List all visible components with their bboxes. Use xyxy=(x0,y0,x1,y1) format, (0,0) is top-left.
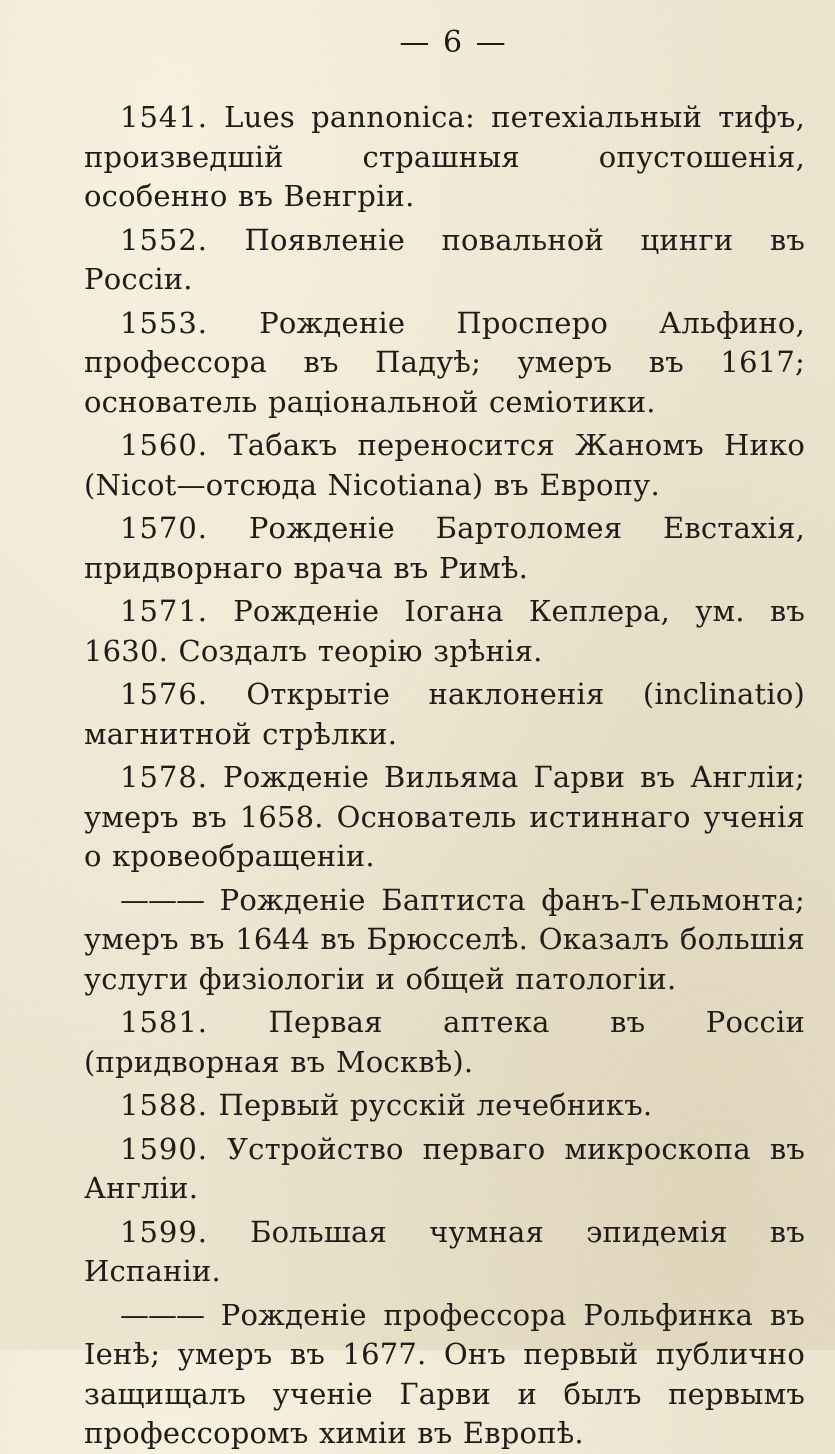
entry-year: 1553. xyxy=(120,305,209,340)
entry-text: Появленіе повальной цинги въ Россіи. xyxy=(84,222,805,296)
chronology-entry xyxy=(84,758,805,877)
entry-year: 1581. xyxy=(120,1005,209,1039)
entry-text: Устройство перваго микроскопа въ Англіи. xyxy=(84,1131,805,1205)
entry-text: Первая аптека въ Россіи (придворная въ Москвѣ). xyxy=(84,1005,805,1079)
entry-text: Рожденіе профессора Рольфинка въ Іенѣ; умеръ въ 1677. Онъ первый публично защищалъ ученіе Гарви и былъ первымъ профессоромъ химіи въ Европѣ. xyxy=(84,1297,806,1450)
chronology-entry xyxy=(84,1003,805,1082)
entry-text: Рожденіе Баптиста фанъ-Гельмонта; умеръ въ 1644 въ Брюсселѣ. Оказалъ большія услуги физіологіи и общей патологіи. xyxy=(84,882,806,996)
chronology-entry xyxy=(84,881,805,1000)
chronology-entry xyxy=(84,592,805,671)
chronology-entry xyxy=(84,675,805,754)
chronology-entry xyxy=(84,1213,805,1292)
entry-text: Рожденіе Проспepo Альфино, профессора въ Падуѣ; умеръ въ 1617; основатель раціональной семіотики. xyxy=(84,305,805,419)
entry-text: Lues pannonica: петехіальный тифъ, произведшій страшныя опустошенія, особенно въ Венгріи. xyxy=(84,100,805,213)
entry-year: 1599. xyxy=(120,1214,209,1249)
entry-year: 1541. xyxy=(120,100,209,134)
chronology-entry xyxy=(84,426,805,505)
chronology-entry xyxy=(84,1296,805,1454)
entry-year: 1560. xyxy=(120,428,209,462)
entry-dash: ——— xyxy=(120,882,204,917)
entry-year: 1571. xyxy=(120,594,209,628)
chronology-entry xyxy=(84,304,805,423)
entry-year: 1578. xyxy=(120,760,209,794)
entry-text: Первый русскій лечебникъ. xyxy=(218,1088,653,1122)
entry-text: Открытіе наклоненія (inclinatio) магнитной стрѣлки. xyxy=(84,677,805,751)
entry-text: Рожденіе Іогана Кеплера, ум. въ 1630. Создалъ теорію зрѣнія. xyxy=(84,594,805,668)
chronology-entry xyxy=(84,509,805,588)
entry-text: Табакъ переносится Жаномъ Нико (Nicot—отсюда Nicotiana) въ Европу. xyxy=(84,428,806,502)
entry-year: 1588. xyxy=(120,1088,209,1122)
entry-year: 1570. xyxy=(120,511,209,545)
chronology-entries xyxy=(84,98,805,1454)
chronology-entry xyxy=(84,98,805,217)
entry-year: 1552. xyxy=(120,222,209,257)
chronology-entry xyxy=(84,1130,805,1209)
entry-text: Большая чумная эпидемія въ Испаніи. xyxy=(84,1214,805,1288)
entry-dash: ——— xyxy=(120,1297,204,1332)
entry-year: 1590. xyxy=(120,1131,209,1166)
chronology-entry xyxy=(84,221,805,300)
page-number: — 6 — xyxy=(399,25,508,60)
entry-text: Рожденіе Вильяма Гарви въ Англіи; умеръ въ 1658. Основатель истиннаго ученія о кровеобращеніи. xyxy=(84,760,805,873)
chronology-entry xyxy=(84,1086,805,1126)
entry-text: Рожденіе Бартоломея Евстахія, придворнаго врача въ Римѣ. xyxy=(84,511,806,585)
entry-year: 1576. xyxy=(120,677,209,711)
